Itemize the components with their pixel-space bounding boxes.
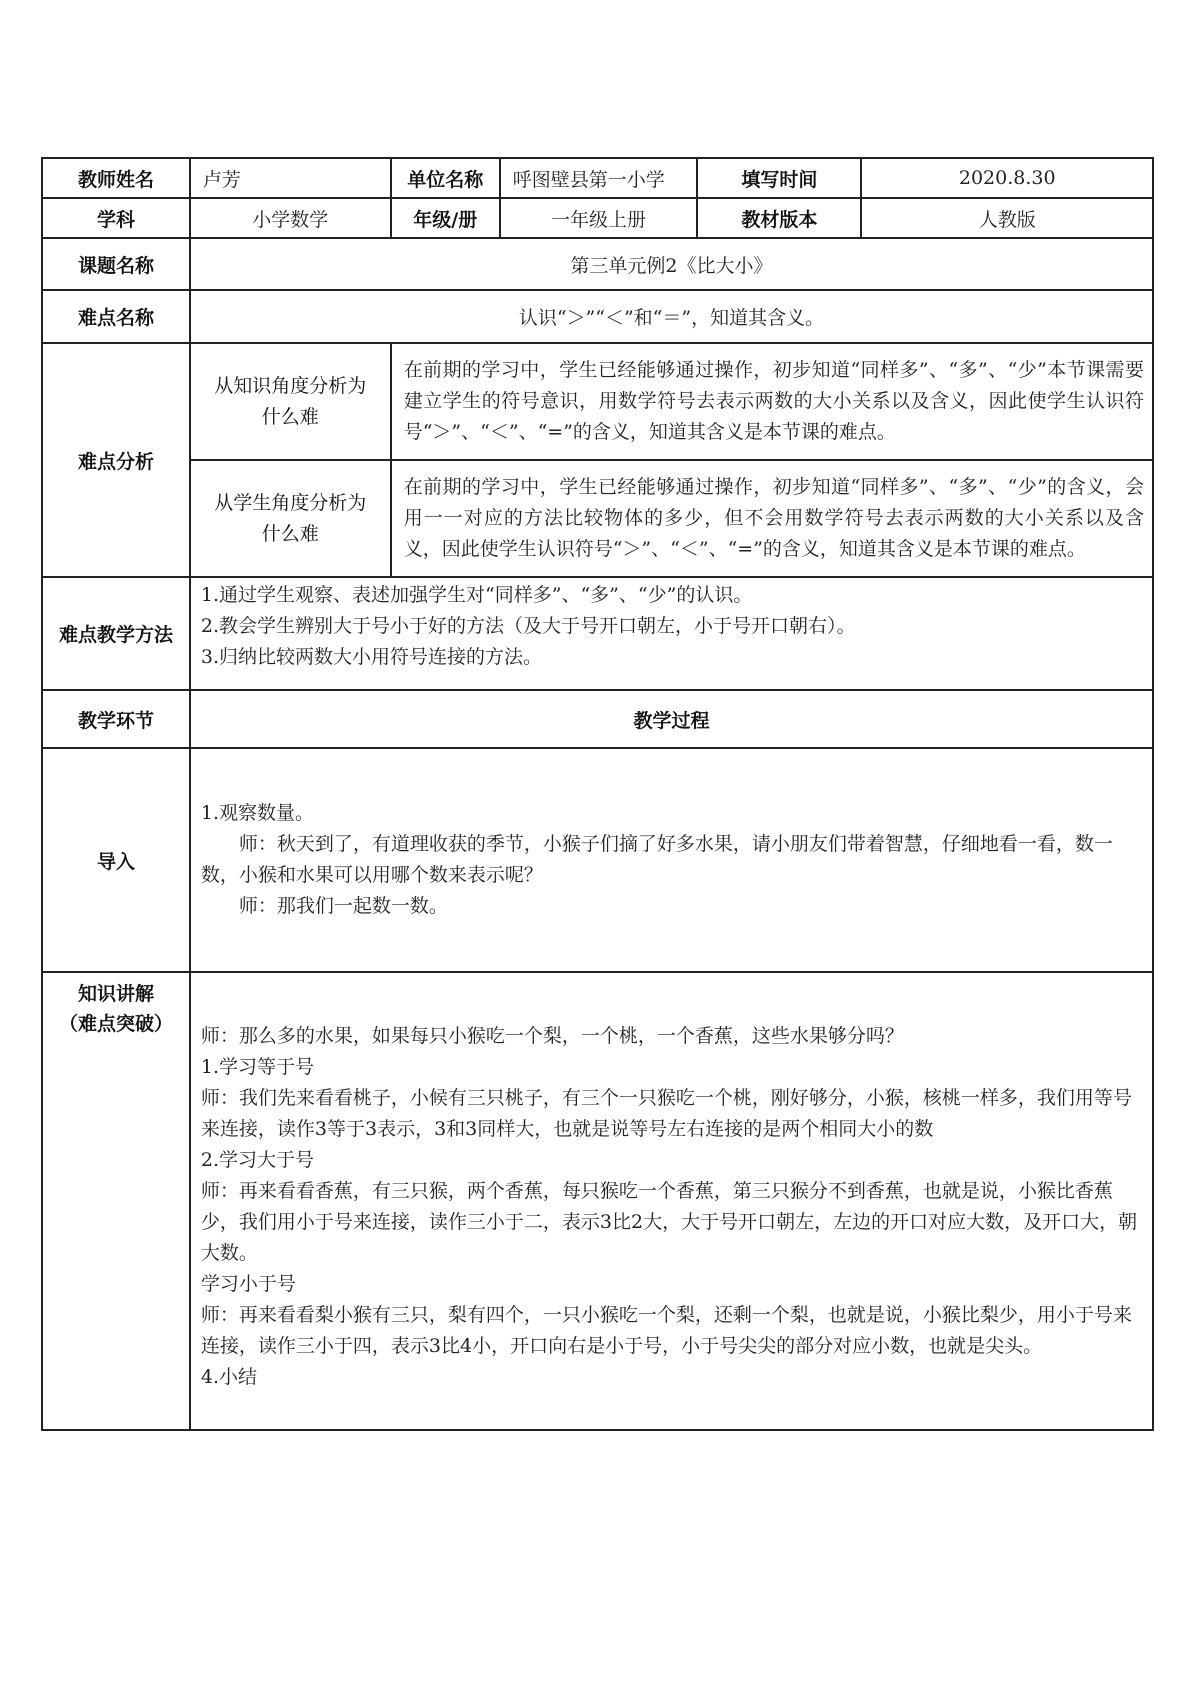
student-angle-text: 在前期的学习中，学生已经能够通过操作，初步知道“同样多”、“多”、“少”的含义，会用一一对应的方法比较物体的多少，但不会用数学符号去表示两数的大小关系以及含义，因此使学生认识符号“＞”、“＜”、“=”的含义，知道其含义是本节课的难点。 bbox=[391, 460, 1153, 577]
difficulty-label: 难点名称 bbox=[42, 290, 190, 343]
unit-name-label: 单位名称 bbox=[391, 158, 500, 198]
knowledge-line: 学习小于号 bbox=[200, 1273, 296, 1295]
method-line: 1.通过学生观察、表述加强学生对“同样多”、“多”、“少”的认识。 bbox=[200, 584, 753, 606]
intro-line: 师：秋天到了，有道理收获的季节，小猴子们摘了好多水果，请小朋友们带着智慧，仔细地看一看，数一数，小猴和水果可以用哪个数来表示呢？ bbox=[200, 833, 1113, 886]
difficulty-value: 认识“＞”“＜”和“＝”，知道其含义。 bbox=[190, 290, 1153, 343]
intro-row bbox=[42, 748, 1153, 972]
knowledge-line: 师：我们先来看看桃子，小候有三只桃子，有三个一只猴吃一个桃，刚好够分，小猴，核桃一样多，我们用等号来连接，读作3等于3表示，3和3同样大，也就是说等号左右连接的是两个相同大小的数 bbox=[200, 1087, 1132, 1140]
knowledge-content bbox=[190, 972, 1153, 1430]
knowledge-line: 师：再来看看梨小猴有三只，梨有四个，一只小猴吃一个梨，还剩一个梨，也就是说，小猴比梨少，用小于号来连接，读作三小于四，表示3比4小，开口向右是小于号，小于号尖尖的部分对应小数，也就是尖头。 bbox=[200, 1304, 1132, 1357]
lesson-plan-page bbox=[41, 157, 1154, 1431]
intro-line: 师：那我们一起数一数。 bbox=[238, 895, 448, 917]
edition-label: 教材版本 bbox=[697, 198, 861, 238]
knowledge-angle-text: 在前期的学习中，学生已经能够通过操作，初步知道“同样多”、“多”、“少”本节课需要建立学生的符号意识，用数学符号去表示两数的大小关系以及含义，因此使学生认识符号“＞”、“＜”、“=”的含义，知道其含义是本节课的难点。 bbox=[391, 343, 1153, 460]
knowledge-line: 2.学习大于号 bbox=[200, 1149, 315, 1171]
subject-label: 学科 bbox=[42, 198, 190, 238]
process-step-label: 教学环节 bbox=[42, 690, 190, 748]
method-label: 难点教学方法 bbox=[42, 577, 190, 690]
knowledge-angle-label bbox=[190, 343, 391, 460]
knowledge-angle-label-text: 从知识角度分析为什么难 bbox=[214, 374, 367, 428]
header-row-2 bbox=[42, 198, 1153, 238]
topic-label: 课题名称 bbox=[42, 238, 190, 290]
intro-content bbox=[190, 748, 1153, 972]
grade-label: 年级/册 bbox=[391, 198, 500, 238]
student-angle-label-text: 从学生角度分析为什么难 bbox=[214, 491, 367, 545]
analysis-label: 难点分析 bbox=[42, 343, 190, 577]
method-row bbox=[42, 577, 1153, 690]
intro-label: 导入 bbox=[42, 748, 190, 972]
method-content bbox=[190, 577, 1153, 690]
analysis-row-student bbox=[42, 460, 1153, 577]
teacher-name-label: 教师姓名 bbox=[42, 158, 190, 198]
date-value: 2020.8.30 bbox=[861, 158, 1153, 198]
intro-line: 1.观察数量。 bbox=[200, 802, 315, 824]
knowledge-line: 1.学习等于号 bbox=[200, 1056, 315, 1078]
unit-name-value: 呼图壁县第一小学 bbox=[500, 158, 698, 198]
topic-row bbox=[42, 238, 1153, 290]
grade-value: 一年级上册 bbox=[500, 198, 698, 238]
knowledge-line: 师：那么多的水果，如果每只小猴吃一个梨，一个桃，一个香蕉，这些水果够分吗？ bbox=[200, 1025, 904, 1047]
knowledge-label-line2: （难点突破） bbox=[58, 1013, 173, 1035]
process-header-row bbox=[42, 690, 1153, 748]
process-title: 教学过程 bbox=[190, 690, 1153, 748]
teacher-name-value: 卢芳 bbox=[190, 158, 391, 198]
subject-value: 小学数学 bbox=[190, 198, 391, 238]
edition-value: 人教版 bbox=[861, 198, 1153, 238]
topic-value: 第三单元例2《比大小》 bbox=[190, 238, 1153, 290]
knowledge-row bbox=[42, 972, 1153, 1430]
knowledge-label-line1: 知识讲解 bbox=[77, 983, 154, 1005]
date-label: 填写时间 bbox=[697, 158, 861, 198]
knowledge-line: 4.小结 bbox=[200, 1366, 258, 1388]
lesson-plan-table bbox=[41, 157, 1154, 1431]
knowledge-label bbox=[42, 972, 190, 1430]
knowledge-line: 师：再来看看香蕉，有三只猴，两个香蕉，每只猴吃一个香蕉，第三只猴分不到香蕉，也就是说，小猴比香蕉少，我们用小于号来连接，读作三小于二，表示3比2大，大于号开口朝左，左边的开口对应大数，及开口大，朝大数。 bbox=[200, 1180, 1138, 1264]
analysis-row-knowledge bbox=[42, 343, 1153, 460]
method-line: 2.教会学生辨别大于号小于好的方法（及大于号开口朝左，小于号开口朝右）。 bbox=[200, 615, 856, 637]
student-angle-label bbox=[190, 460, 391, 577]
difficulty-row bbox=[42, 290, 1153, 343]
header-row-1 bbox=[42, 158, 1153, 198]
method-line: 3.归纳比较两数大小用符号连接的方法。 bbox=[200, 646, 543, 668]
